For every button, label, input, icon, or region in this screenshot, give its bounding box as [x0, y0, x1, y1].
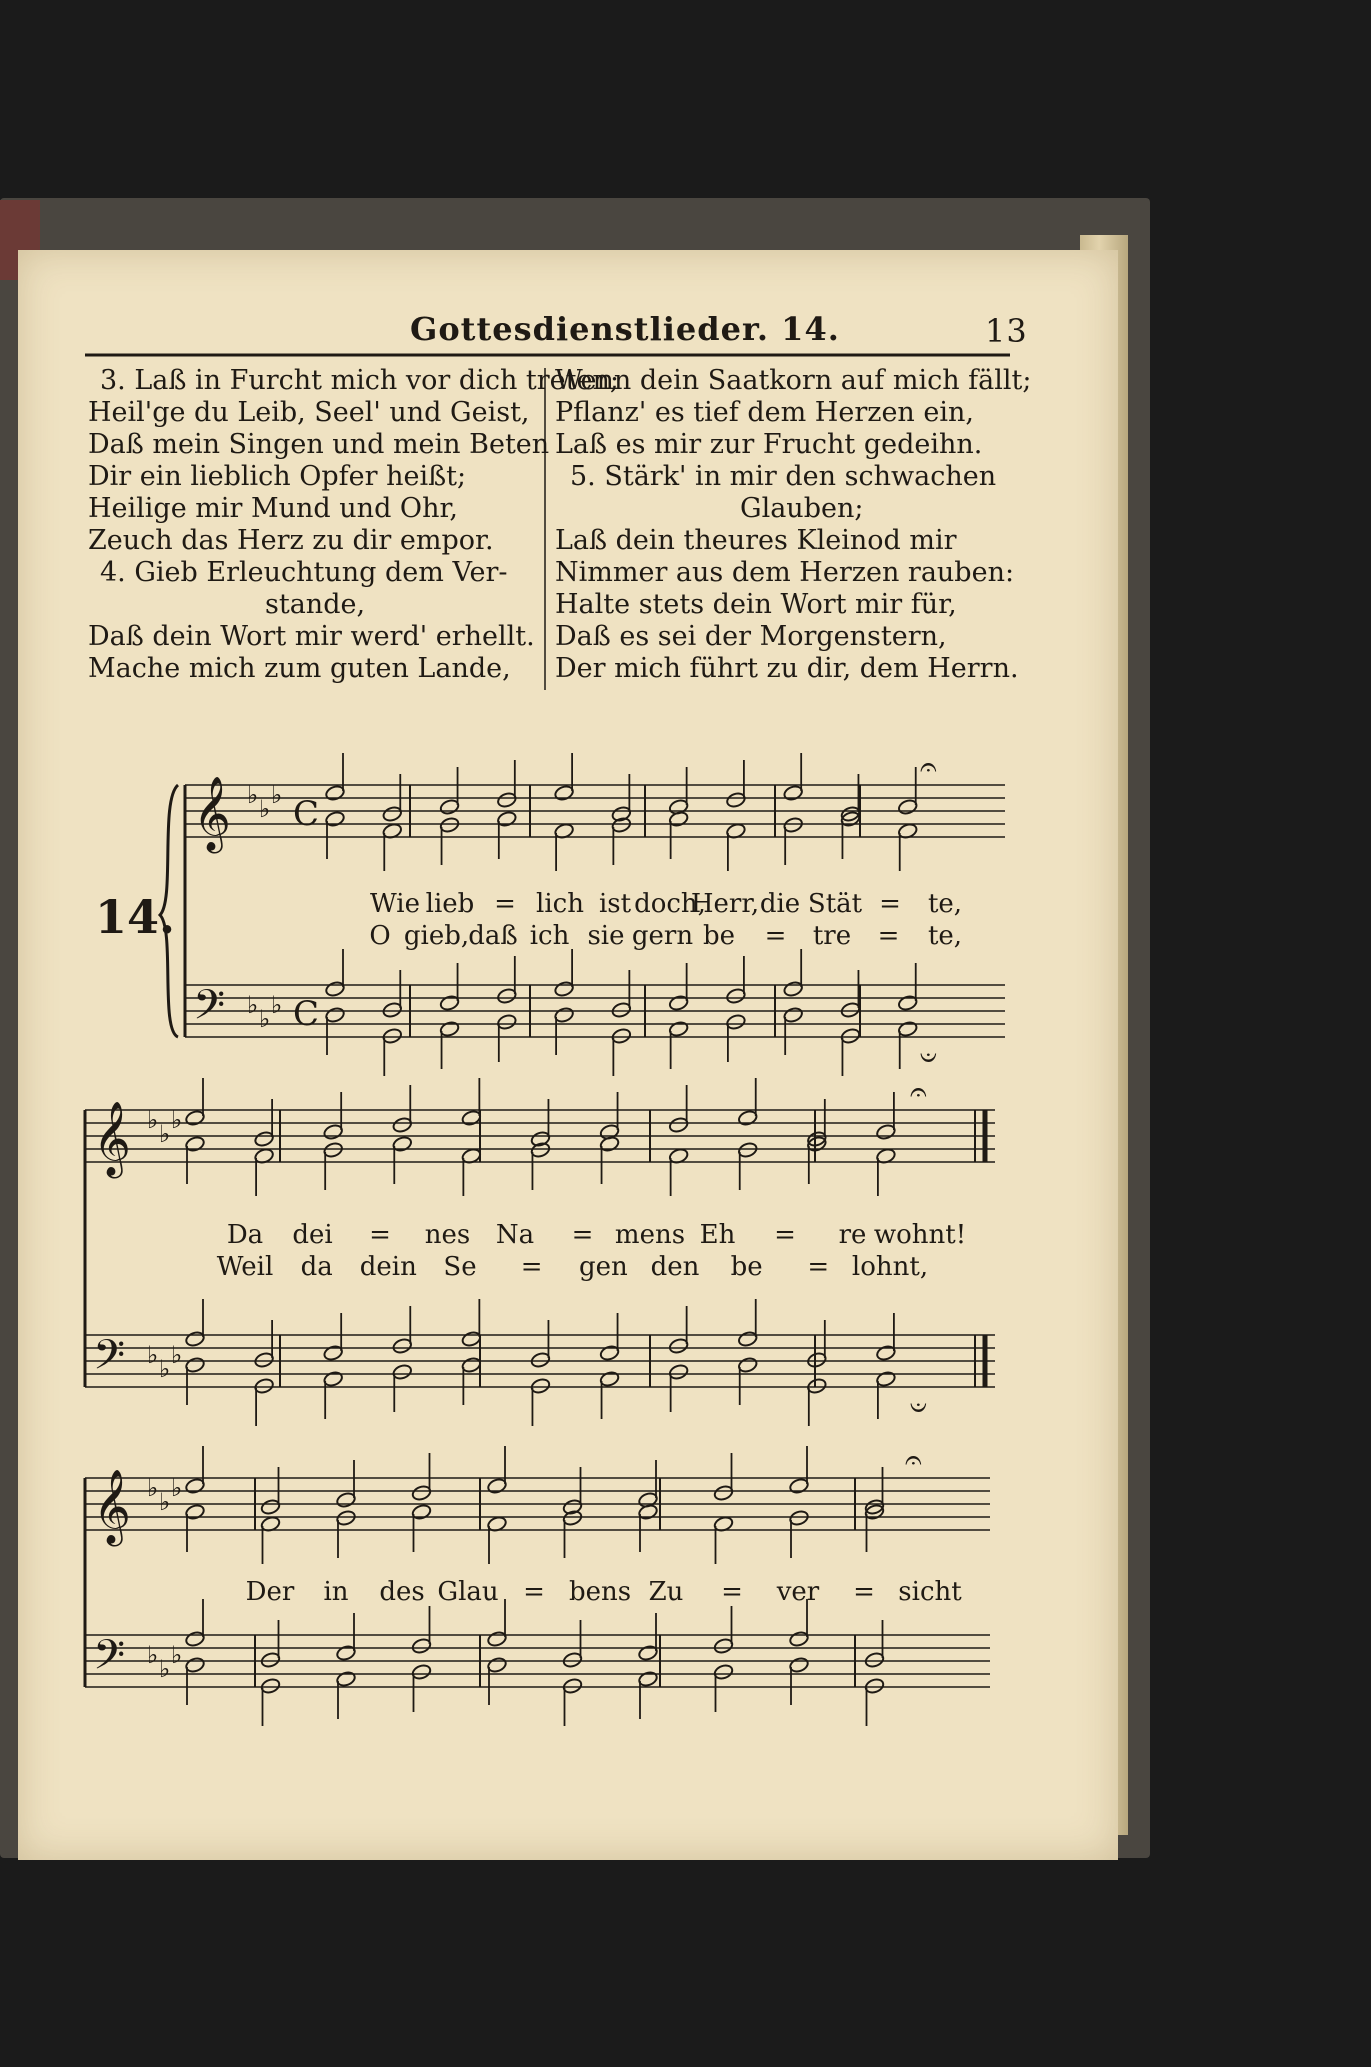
treble-clef-icon: 𝄞	[193, 777, 231, 851]
lyric-syllable: sicht	[898, 1577, 962, 1607]
lyric-syllable: Stät	[807, 889, 863, 919]
lyric-syllable: ich	[529, 921, 570, 951]
lyric-syllable: wohnt!	[873, 1220, 967, 1250]
verse-left-line: Zeuch das Herz zu dir empor.	[88, 525, 494, 556]
flat-icon: ♭	[259, 795, 271, 823]
common-time-icon: C	[293, 794, 320, 834]
flat-icon: ♭	[147, 1106, 159, 1134]
lyric-syllable: dei	[292, 1220, 333, 1250]
flat-icon: ♭	[247, 991, 259, 1019]
verse-left-line: 4. Gieb Erleuchtung dem Ver-	[100, 557, 508, 588]
lyric-syllable: Na	[495, 1220, 535, 1250]
verse-left-line: Heil'ge du Leib, Seel' und Geist,	[88, 397, 530, 428]
flat-icon: ♭	[159, 1120, 171, 1148]
verse-right-line: Laß dein theures Kleinod mir	[555, 525, 957, 556]
lyric-syllable: =	[494, 889, 516, 919]
lyric-syllable: re	[838, 1220, 867, 1250]
verse-left-line: Heilige mir Mund und Ohr,	[88, 493, 458, 524]
page-number: 13	[985, 312, 1028, 350]
lyric-syllable: gern	[631, 921, 694, 951]
lyric-syllable: =	[774, 1220, 796, 1250]
verse-left-line: Daß dein Wort mir werd' erhellt.	[88, 621, 535, 652]
flat-icon: ♭	[171, 1106, 183, 1134]
lyric-syllable: Weil	[216, 1252, 274, 1282]
flat-icon: ♭	[147, 1474, 159, 1502]
lyric-syllable: Der	[245, 1577, 295, 1607]
bass-clef-icon: 𝄢	[193, 981, 226, 1039]
lyric-syllable: Wie	[370, 889, 420, 919]
lyric-syllable: =	[369, 1220, 391, 1250]
verse-right-line: Glauben;	[740, 493, 864, 524]
lyric-syllable: da	[300, 1252, 333, 1282]
lyric-syllable: dein	[359, 1252, 417, 1282]
lyric-syllable: =	[520, 1252, 543, 1282]
lyric-syllable: lich	[536, 889, 584, 919]
bass-clef-icon: 𝄢	[93, 1631, 126, 1689]
page-header-title: Gottesdienstlieder. 14.	[410, 310, 840, 348]
verse-right-line: Daß es sei der Morgenstern,	[555, 621, 947, 652]
fermata-icon: 𝄐	[910, 1075, 927, 1110]
verse-right-line: Der mich führt zu dir, dem Herrn.	[555, 653, 1019, 684]
flat-icon: ♭	[159, 1488, 171, 1516]
verse-right-line: Laß es mir zur Frucht gedeihn.	[555, 429, 983, 460]
flat-icon: ♭	[159, 1355, 171, 1383]
hymn-brace	[160, 785, 178, 1037]
lyric-syllable: ist	[598, 889, 632, 919]
lyric-syllable: bens	[568, 1577, 632, 1607]
fermata-icon: 𝄐	[920, 750, 937, 785]
lyric-syllable: Eh	[699, 1220, 736, 1250]
fermata-icon: 𝄑	[910, 1390, 927, 1425]
verse-left-line: Daß mein Singen und mein Beten	[88, 429, 550, 460]
verse-right-line: Nimmer aus dem Herzen rauben:	[555, 557, 1015, 588]
lyric-syllable: be	[730, 1252, 763, 1282]
lyric-syllable: Glau	[437, 1577, 499, 1607]
treble-clef-icon: 𝄞	[93, 1102, 131, 1176]
lyric-syllable: tre	[812, 921, 852, 951]
verse-right-line: 5. Stärk' in mir den schwachen	[570, 461, 997, 492]
verse-left-line: Dir ein lieblich Opfer heißt;	[88, 461, 467, 492]
flat-icon: ♭	[247, 781, 259, 809]
fermata-icon: 𝄐	[905, 1443, 922, 1478]
lyric-syllable: =	[764, 921, 787, 951]
verse-left-line: stande,	[265, 589, 366, 620]
verse-left-line: Mache mich zum guten Lande,	[88, 653, 511, 684]
lyric-syllable: nes	[424, 1220, 471, 1250]
flat-icon: ♭	[159, 1655, 171, 1683]
flat-icon: ♭	[171, 1341, 183, 1369]
lyric-syllable: daß	[468, 921, 518, 951]
lyric-syllable: Se	[443, 1252, 477, 1282]
flat-icon: ♭	[147, 1341, 159, 1369]
lyric-syllable: O	[369, 921, 391, 951]
lyric-syllable: Da	[226, 1220, 264, 1250]
lyric-syllable: den	[650, 1252, 700, 1282]
verse-right-line: Pflanz' es tief dem Herzen ein,	[555, 397, 974, 428]
common-time-icon: C	[293, 994, 320, 1034]
flat-icon: ♭	[147, 1641, 159, 1669]
lyric-syllable: des	[379, 1577, 425, 1607]
lyric-syllable: =	[879, 889, 901, 919]
lyric-syllable: Herr,	[690, 889, 760, 919]
lyric-syllable: Zu	[648, 1577, 684, 1607]
lyric-syllable: =	[721, 1577, 743, 1607]
lyric-syllable: mens	[614, 1220, 686, 1250]
bass-clef-icon: 𝄢	[93, 1331, 126, 1389]
hymn-number: 14.	[95, 890, 176, 944]
lyric-syllable: =	[807, 1252, 830, 1282]
lyric-syllable: sie	[587, 921, 625, 951]
fermata-icon: 𝄑	[920, 1040, 937, 1075]
lyric-syllable: te,	[927, 889, 963, 919]
verse-right-line: Halte stets dein Wort mir für,	[555, 589, 957, 620]
lyric-syllable: doch,	[634, 889, 706, 919]
treble-clef-icon: 𝄞	[93, 1470, 131, 1544]
flat-icon: ♭	[259, 1005, 271, 1033]
lyric-syllable: lohnt,	[851, 1252, 929, 1282]
lyric-syllable: in	[323, 1577, 349, 1607]
lyric-syllable: gieb,	[403, 921, 470, 951]
lyric-syllable: =	[853, 1577, 875, 1607]
lyric-syllable: =	[523, 1577, 545, 1607]
lyric-syllable: be	[702, 921, 736, 951]
flat-icon: ♭	[271, 781, 283, 809]
lyric-syllable: =	[571, 1220, 594, 1250]
lyric-syllable: gen	[578, 1252, 628, 1282]
lyric-syllable: lieb	[425, 889, 475, 919]
lyric-syllable: =	[877, 921, 900, 951]
flat-icon: ♭	[271, 991, 283, 1019]
verse-left-line: 3. Laß in Furcht mich vor dich treten;	[100, 365, 619, 396]
verse-right-line: Wenn dein Saatkorn auf mich fällt;	[555, 365, 1032, 396]
flat-icon: ♭	[171, 1641, 183, 1669]
lyric-syllable: die	[759, 889, 801, 919]
flat-icon: ♭	[171, 1474, 183, 1502]
lyric-syllable: ver	[776, 1577, 820, 1607]
lyric-syllable: te,	[927, 921, 963, 951]
